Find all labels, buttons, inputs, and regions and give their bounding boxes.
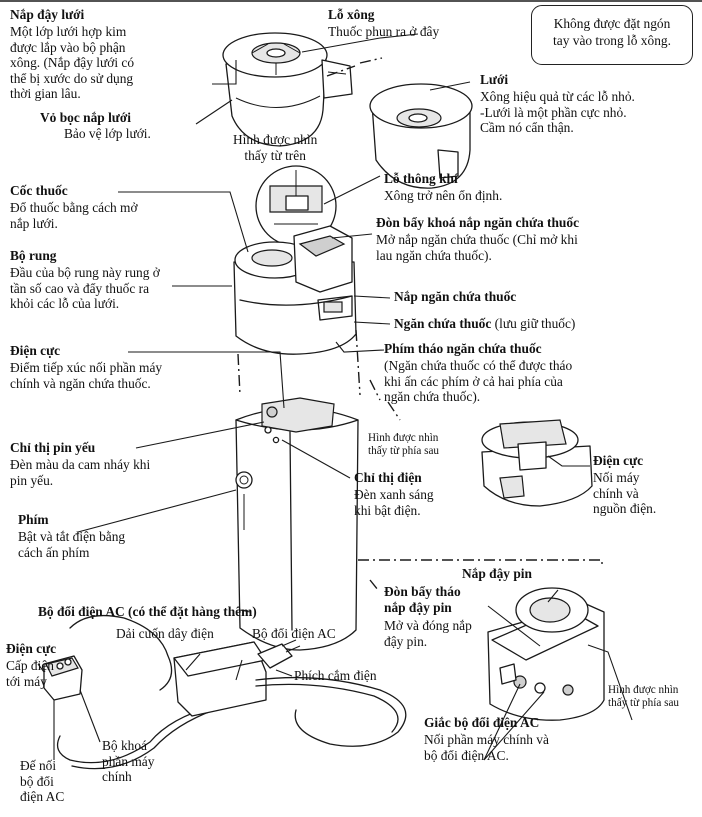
label-lock-lever-desc: Mở nắp ngăn chứa thuốc (Chỉ mở khi lau ngăn chứa thuốc). [376,232,578,263]
label-cover-title: Vỏ bọc nắp lưới [40,110,131,125]
label-button-desc: Bật và tắt điện bằng cách ấn phím [18,529,126,560]
label-nozzle-title: Lỗ xông [328,7,375,22]
label-adapter-base: Đế nối bộ đổi điện AC [20,758,65,805]
leader-bo-khoa [80,690,100,742]
label-electrode-1-title: Điện cực [10,343,61,358]
label-low-battery-title: Chỉ thị pin yếu [10,440,96,455]
label-vibrator-title: Bộ rung [10,248,57,263]
ac-adapter-drawing [44,616,406,769]
label-mesh-cap-desc: Một lớp lưới hợp kim được lắp vào bộ phận xông. (Nắp đậy lưới có thể bị xước do sử dụng thời gian lâu. [10,24,135,102]
label-power-indicator-title: Chỉ thị điện [354,470,422,485]
label-tank [394,316,575,332]
label-jack-desc: Nối phần máy chính và bộ đổi điện AC. [424,732,549,763]
label-battery-lever-title: Đòn bẩy tháo nắp đậy pin [384,584,461,615]
label-tank-title: Ngăn chứa thuốc [394,316,492,331]
mesh-cap-drawing [223,33,352,146]
label-jack-title: Giắc bộ đổi điện AC [424,715,540,730]
label-vibrator-desc: Đầu của bộ rung này rung ở tần số cao và đẩy thuốc ra khỏi các lỗ của lưới. [10,265,160,312]
label-electrode-3-desc: Cấp điện tới máy [6,658,54,689]
label-power-indicator-desc: Đèn xanh sáng khi bật điện. [354,487,434,518]
label-adapter: Bộ đổi điện AC [252,626,336,641]
leader-nap-ngan [354,296,390,298]
tank-back-drawing [482,420,592,506]
label-cover-desc: Bảo vệ lớp lưới. [64,126,151,141]
warning-box: Không được đặt ngón tay vào trong lỗ xông. [531,5,693,65]
label-tank-cover-title: Nắp ngăn chứa thuốc [394,289,517,304]
label-release-desc: (Ngăn chứa thuốc có thể được tháo khi ấn các phím ở cả hai phía của ngăn chứa thuốc). [384,358,573,405]
label-lock-lever-title: Đòn bẩy khoá nắp ngăn chứa thuốc [376,215,580,230]
label-mesh-desc: Xông hiệu quả từ các lỗ nhỏ. -Lưới là một phần cực nhỏ. Cầm nó cẩn thận. [480,89,635,136]
battery-back-drawing [488,588,604,720]
label-mesh-cap-title: Nắp đậy lưới [10,7,85,22]
label-tank-desc: (lưu giữ thuốc) [491,316,576,331]
label-mesh-title: Lưới [480,72,509,87]
label-electrode-2-title: Điện cực [593,453,644,468]
leader-ngan-chua [354,322,390,324]
label-vent-title: Lỗ thông khí [384,171,458,186]
label-electrode-1-desc: Điểm tiếp xúc nối phần máy chính và ngăn chứa thuốc. [10,360,163,391]
label-cup-title: Cốc thuốc [10,183,68,198]
label-adapter-header: Bộ đổi điện AC (có thể đặt hàng thêm) [38,604,257,619]
label-cord-wrap: Dải cuốn dây điện [116,626,214,641]
label-battery-lever-desc: Mở và đóng nắp đậy pin. [384,618,472,649]
label-cup-desc: Đổ thuốc bằng cách mở nắp lưới. [10,200,138,231]
label-nozzle-desc: Thuốc phun ra ở đây [328,24,440,39]
label-electrode-3-title: Điện cực [6,641,57,656]
label-view-top: Hình được nhìn thấy từ trên [233,132,318,163]
label-lock-unit: Bộ khoá phần máy chính [102,738,155,785]
leader-phich-cam [276,670,292,676]
label-low-battery-desc: Đèn màu da cam nháy khi pin yếu. [10,457,151,488]
label-vent-desc: Xông trở nên ổn định. [384,188,503,203]
label-view-back-1: Hình được nhìn thấy từ phía sau [368,432,439,457]
label-plug: Phích cắm điện [294,668,377,683]
leader-phim [78,490,236,532]
label-button-title: Phím [18,512,49,527]
label-electrode-2-desc: Nối máy chính và nguồn điện. [593,470,657,517]
label-battery-cover-title: Nắp đậy pin [462,566,532,581]
label-view-back-2: Hình được nhìn thấy từ phía sau [608,684,679,709]
main-body-drawing [234,226,358,650]
leader-vo-boc [196,100,232,124]
label-release-title: Phím tháo ngăn chứa thuốc [384,341,542,356]
